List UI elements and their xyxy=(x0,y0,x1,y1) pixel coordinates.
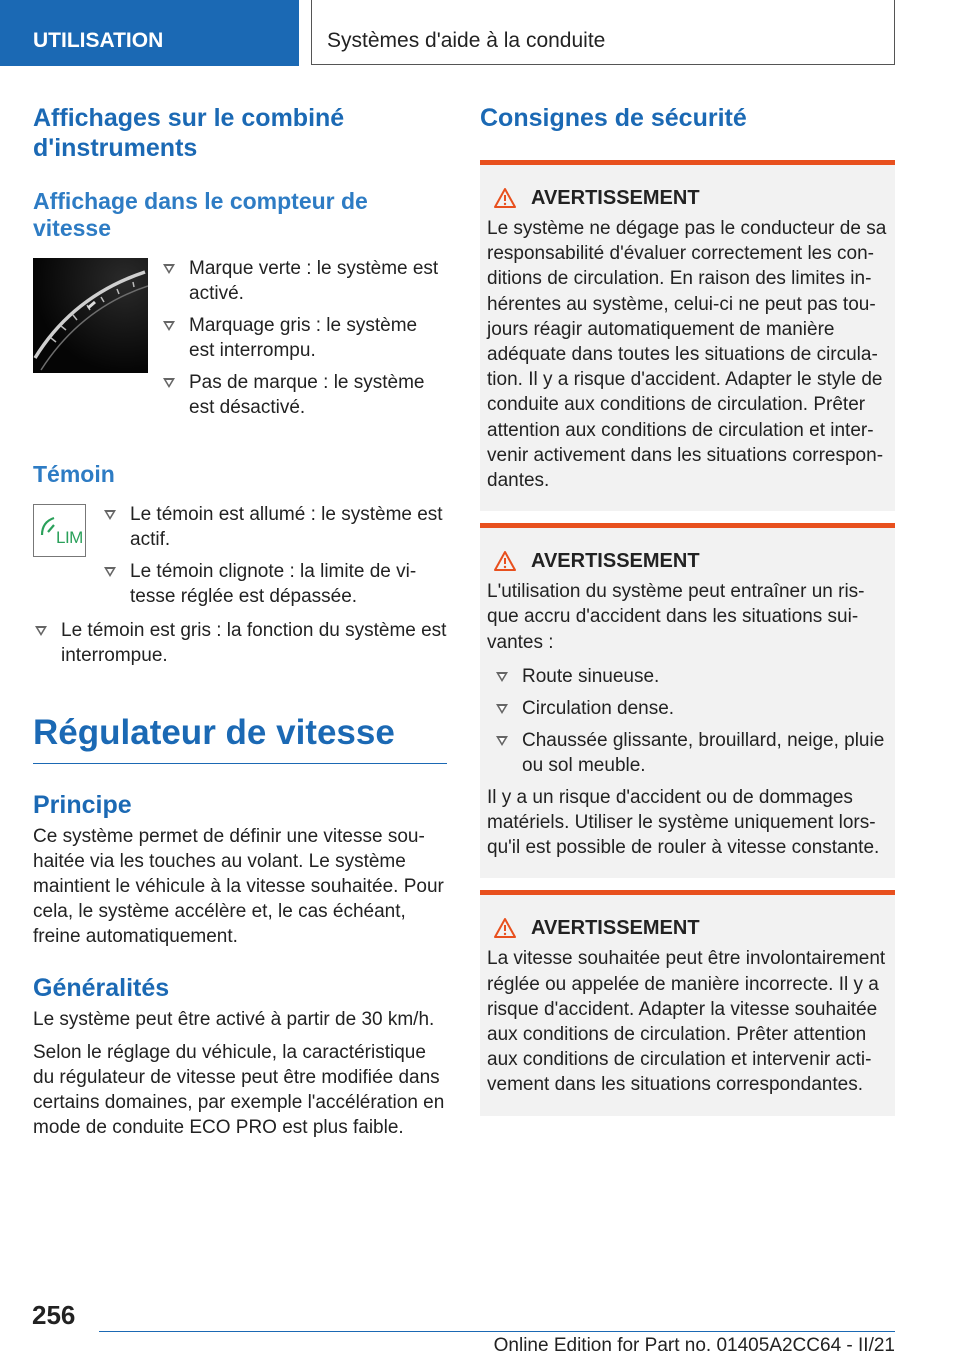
chapter-title: Systèmes d'aide à la conduite xyxy=(327,29,606,52)
heading-generalites: Généralités xyxy=(33,974,170,1002)
bullet-triangle-icon xyxy=(35,626,47,636)
heading-compteur: Affichage dans le compteur de vitesse xyxy=(33,188,368,241)
principe-text: Ce système permet de définir une vitesse sou-haitée via les touches au volant. Le système maintient le véhicule à la vitesse souhaitée. Pour cela, le système accélère et, le cas échéant, freine automatiquement. xyxy=(33,826,444,947)
compteur-list xyxy=(161,256,447,420)
bullet-triangle-icon xyxy=(104,567,116,577)
warning-box-3 xyxy=(480,890,895,1115)
list-item: Chaussée glissante, brouillard, neige, pluie ou sol meuble. xyxy=(494,728,888,778)
list-item: Marquage gris : le système est interrompu. xyxy=(161,313,447,363)
heading-affichages: Affichages sur le combiné d'instruments xyxy=(33,104,345,162)
heading-temoin: Témoin xyxy=(33,461,115,487)
bullet-triangle-icon xyxy=(496,704,508,714)
chapter-header xyxy=(311,0,895,65)
heading-consignes: Consignes de sécurité xyxy=(480,104,747,132)
warning-title: AVERTISSEMENT xyxy=(493,916,888,940)
bullet-triangle-icon xyxy=(496,736,508,746)
warning-text: La vitesse souhaitée peut être involontairement réglée ou appelée de manière incorrecte. Il y a risque d'accident. Adapter la vitesse souhaitée aux conditions de circulation. Prêter attention aux conditions de circulation et intervenir acti-vement dans les situations correspondantes. xyxy=(487,948,886,1096)
speed-limiter-indicator-icon xyxy=(33,504,86,557)
warning-triangle-icon xyxy=(493,187,517,209)
bullet-triangle-icon xyxy=(163,264,175,274)
warning-triangle-icon xyxy=(493,550,517,572)
bullet-triangle-icon xyxy=(163,378,175,388)
footer-rule xyxy=(99,1331,895,1332)
heading-regulateur: Régulateur de vitesse xyxy=(33,713,395,752)
list-item: Le témoin est allumé : le système est actif. xyxy=(102,502,447,552)
warning-text: L'utilisation du système peut entraîner un ris-que accru d'accident dans les situations sui-vantes : xyxy=(487,581,865,653)
section-tab xyxy=(0,0,299,66)
warning-box-1 xyxy=(480,160,895,511)
footer-edition: Online Edition for Part no. 01405A2CC64 - II/21 xyxy=(493,1335,895,1356)
warning-title: AVERTISSEMENT xyxy=(493,186,888,210)
warning-title: AVERTISSEMENT xyxy=(493,549,888,573)
regulateur-title-block xyxy=(33,713,447,764)
warning-list xyxy=(494,664,888,778)
warning-triangle-icon xyxy=(493,917,517,939)
list-item: Marque verte : le système est activé. xyxy=(161,256,447,306)
speedometer-image xyxy=(33,258,148,373)
bullet-triangle-icon xyxy=(104,510,116,520)
page-number: 256 xyxy=(32,1300,76,1330)
list-item: Le témoin clignote : la limite de vi-tesse réglée est dépassée. xyxy=(102,559,447,609)
list-item: Circulation dense. xyxy=(494,696,888,721)
warning-text-after: Il y a un risque d'accident ou de dommages matériels. Utiliser le système uniquement lors-qu'il est possible de rouler à vitesse constante. xyxy=(487,786,880,859)
bullet-triangle-icon xyxy=(163,321,175,331)
generalites-text-1: Le système peut être activé à partir de 30 km/h. xyxy=(33,1009,435,1030)
compteur-block xyxy=(33,258,447,420)
warning-box-2 xyxy=(480,523,895,878)
bullet-triangle-icon xyxy=(496,672,508,682)
right-column xyxy=(480,103,895,1116)
list-item: Pas de marque : le système est désactivé. xyxy=(161,370,447,420)
temoin-block xyxy=(33,504,447,609)
temoin-extra-list xyxy=(33,618,447,668)
section-title: UTILISATION xyxy=(33,29,164,52)
speedometer-arc-icon xyxy=(33,258,148,373)
left-column xyxy=(33,103,447,1140)
list-item: Le témoin est gris : la fonction du système est interrompue. xyxy=(33,618,447,668)
warning-text: Le système ne dégage pas le conducteur de sa responsabilité d'évaluer correctement les con-ditions de circulation. En raison des limites in-hérentes au système, celui-ci ne peut pas tou-jours réagir automatiquement de manière adéquate dans toutes les situations de circula-tion. Il y a risque d'accident. Adapter le style de conduite aux conditions de circulation. Prêter attention aux conditions de circulation et inter-venir activement dans les situations correspon-dantes. xyxy=(487,218,887,492)
generalites-text-2: Selon le réglage du véhicule, la caractéristique du régulateur de vitesse peut être modifiée dans certains domaines, par exemple l'accélération en mode de conduite ECO PRO est plus faible. xyxy=(33,1042,445,1138)
indicator-label: LIM xyxy=(56,528,83,547)
temoin-list xyxy=(102,502,447,609)
heading-principe: Principe xyxy=(33,791,132,819)
list-item: Route sinueuse. xyxy=(494,664,888,689)
